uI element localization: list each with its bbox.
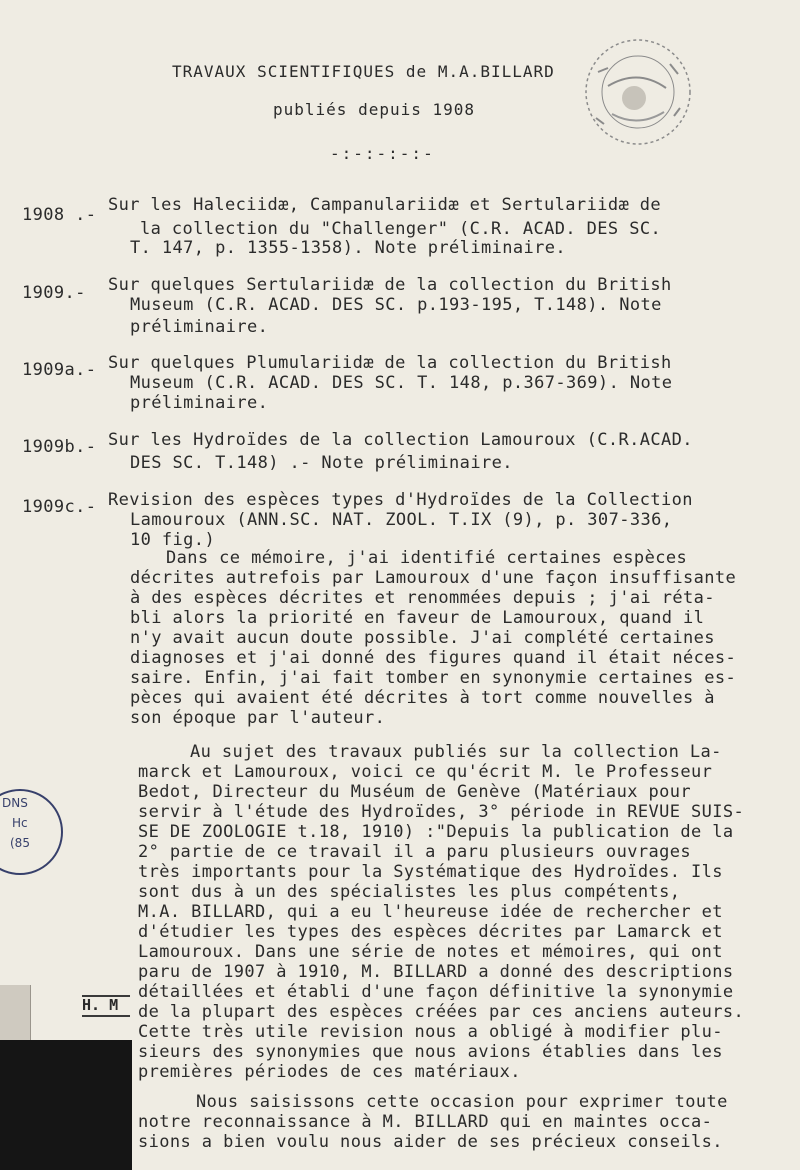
binding-edge bbox=[0, 985, 31, 1040]
paragraph-1-line-8: pèces qui avaient été décrites à tort comme nouvelles à bbox=[130, 688, 715, 708]
paragraph-2-line-1: Au sujet des travaux publiés sur la collection La- bbox=[190, 742, 722, 762]
paragraph-2-line-6: 2° partie de ce travail il a paru plusieurs ouvrages bbox=[138, 842, 692, 862]
margin-stamp-line-1: DNS bbox=[2, 796, 28, 810]
paragraph-2-line-5: SE DE ZOOLOGIE t.18, 1910) :"Depuis la publication de la bbox=[138, 822, 734, 842]
entry-1909c-line-3: 10 fig.) bbox=[130, 530, 216, 550]
entry-1908-line-1: Sur les Haleciidæ, Campanulariidæ et Sertulariidæ de bbox=[108, 195, 662, 215]
library-stamp-icon bbox=[578, 28, 696, 158]
entry-year-1909a: 1909a.- bbox=[22, 360, 97, 380]
entry-1909b-line-2: DES SC. T.148) .- Note préliminaire. bbox=[130, 453, 513, 473]
paragraph-1-line-3: à des espèces décrites et renommées depuis ; j'ai réta- bbox=[130, 588, 715, 608]
title-separator: -:-:-:-:- bbox=[330, 144, 435, 163]
entry-1909c-line-1: Revision des espèces types d'Hydroïdes de la Collection bbox=[108, 490, 693, 510]
paragraph-3-line-1: Nous saisissons cette occasion pour exprimer toute bbox=[196, 1092, 728, 1112]
margin-stamp bbox=[0, 786, 70, 878]
margin-mark: H. M bbox=[82, 995, 130, 1017]
entry-year-1909b: 1909b.- bbox=[22, 437, 97, 457]
paragraph-2-line-15: Cette très utile revision nous a obligé à modifier plu- bbox=[138, 1022, 723, 1042]
entry-1909-line-2: Museum (C.R. ACAD. DES SC. p.193-195, T.148). Note bbox=[130, 295, 662, 315]
entry-year-1909c: 1909c.- bbox=[22, 497, 97, 517]
entry-1909-line-1: Sur quelques Sertulariidæ de la collection du British bbox=[108, 275, 672, 295]
paragraph-1-line-2: décrites autrefois par Lamouroux d'une façon insuffisante bbox=[130, 568, 737, 588]
paragraph-2-line-10: d'étudier les types des espèces décrites par Lamarck et bbox=[138, 922, 723, 942]
entry-1909a-line-3: préliminaire. bbox=[130, 393, 269, 413]
paragraph-2-line-3: Bedot, Directeur du Muséum de Genève (Matériaux pour bbox=[138, 782, 692, 802]
paragraph-1-line-1: Dans ce mémoire, j'ai identifié certaines espèces bbox=[166, 548, 688, 568]
paragraph-3-line-3: sions a bien voulu nous aider de ses précieux conseils. bbox=[138, 1132, 723, 1152]
margin-stamp-line-2: Hc bbox=[12, 816, 28, 830]
entry-year-1909: 1909.- bbox=[22, 283, 86, 303]
paragraph-1-line-6: diagnoses et j'ai donné des figures quand il était néces- bbox=[130, 648, 737, 668]
paragraph-2-line-12: paru de 1907 à 1910, M. BILLARD a donné des descriptions bbox=[138, 962, 734, 982]
paragraph-2-line-16: sieurs des synonymies que nous avions établies dans les bbox=[138, 1042, 723, 1062]
binding-shadow bbox=[0, 1040, 132, 1170]
paragraph-2-line-9: M.A. BILLARD, qui a eu l'heureuse idée de rechercher et bbox=[138, 902, 723, 922]
paragraph-2-line-14: de la plupart des espèces créées par ces anciens auteurs. bbox=[138, 1002, 745, 1022]
entry-1908-line-3: T. 147, p. 1355-1358). Note préliminaire. bbox=[130, 238, 567, 258]
paragraph-1-line-9: son époque par l'auteur. bbox=[130, 708, 386, 728]
paragraph-2-line-13: détaillées et établi d'une façon définitive la synonymie bbox=[138, 982, 734, 1002]
margin-stamp-line-3: (85 bbox=[10, 836, 30, 850]
entry-1909a-line-1: Sur quelques Plumulariidæ de la collection du British bbox=[108, 353, 672, 373]
paragraph-1-line-4: bli alors la priorité en faveur de Lamouroux, quand il bbox=[130, 608, 705, 628]
paragraph-3-line-2: notre reconnaissance à M. BILLARD qui en maintes occa- bbox=[138, 1112, 713, 1132]
document-subtitle: publiés depuis 1908 bbox=[273, 100, 476, 119]
entry-1909c-line-2: Lamouroux (ANN.SC. NAT. ZOOL. T.IX (9), p. 307-336, bbox=[130, 510, 673, 530]
entry-1909b-line-1: Sur les Hydroïdes de la collection Lamouroux (C.R.ACAD. bbox=[108, 430, 693, 450]
paragraph-1-line-5: n'y avait aucun doute possible. J'ai complété certaines bbox=[130, 628, 715, 648]
entry-1908-line-2: la collection du "Challenger" (C.R. ACAD. DES SC. bbox=[140, 219, 662, 239]
paragraph-1-line-7: saire. Enfin, j'ai fait tomber en synonymie certaines es- bbox=[130, 668, 737, 688]
paragraph-2-line-2: marck et Lamouroux, voici ce qu'écrit M. le Professeur bbox=[138, 762, 713, 782]
paragraph-2-line-8: sont dus à un des spécialistes les plus compétents, bbox=[138, 882, 681, 902]
paragraph-2-line-7: très importants pour la Systématique des Hydroïdes. Ils bbox=[138, 862, 723, 882]
entry-1909-line-3: préliminaire. bbox=[130, 317, 269, 337]
paragraph-2-line-17: premières périodes de ces matériaux. bbox=[138, 1062, 521, 1082]
entry-1909a-line-2: Museum (C.R. ACAD. DES SC. T. 148, p.367-369). Note bbox=[130, 373, 673, 393]
paragraph-2-line-11: Lamouroux. Dans une série de notes et mémoires, qui ont bbox=[138, 942, 723, 962]
paragraph-2-line-4: servir à l'étude des Hydroïdes, 3° période in REVUE SUIS- bbox=[138, 802, 745, 822]
document-title: TRAVAUX SCIENTIFIQUES de M.A.BILLARD bbox=[172, 62, 555, 81]
entry-year-1908: 1908 .- bbox=[22, 205, 97, 225]
